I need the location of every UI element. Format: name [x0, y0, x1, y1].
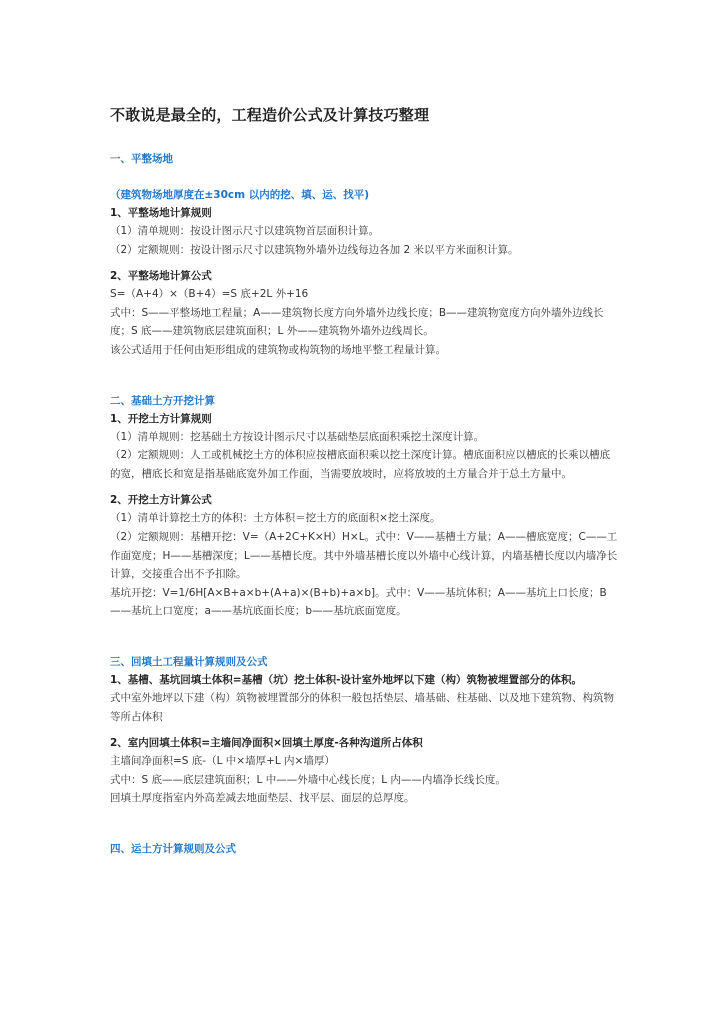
paragraph: 基坑开挖：V=1/6H[A×B+a×b+(A+a)×(B+b)+a×b]。式中：V——基坑体积；A——基坑上口长度；B——基坑上口宽度；a——基坑底面长度；b——基坑底面宽度。: [110, 586, 607, 618]
paragraph: （1）清单规则：按设计图示尺寸以建筑物首层面积计算。: [110, 225, 380, 237]
subheading-2-1: 1、开挖土方计算规则: [110, 412, 212, 425]
formula: S=（A+4）×（B+4）=S 底+2L 外+16: [110, 288, 309, 301]
formula: 主墙间净面积=S 底-（L 中×墙厚+L 内×墙厚）: [110, 755, 335, 768]
subheading-1-1: 1、平整场地计算规则: [110, 207, 212, 219]
section-1-note: （建筑物场地厚度在±30cm 以内的挖、填、运、找平): [110, 189, 370, 201]
paragraph: （2）定额规则：基槽开挖：V=（A+2C+K×H）H×L。式中：V——基槽土方量；A——槽底宽度；C——工作面宽度；H——基槽深度；L——基槽长度。其中外墙基槽长度以外墙中心线计算，内墙基槽长度以内墙净长计算，交接重合出不予扣除。: [110, 530, 618, 581]
paragraph: 回填土厚度指室内外高差减去地面垫层、找平层、面层的总厚度。: [110, 792, 415, 805]
paragraph: （2）定额规则：按设计图示尺寸以建筑物外墙外边线每边各加 2 米以平方米面积计算。: [110, 243, 519, 256]
paragraph: 式中室外地坪以下建（构）筑物被埋置部分的体积一般包括垫层、墙基础、柱基础、以及地下建筑物、构筑物等所占体积: [110, 691, 614, 723]
subheading-3-1: 1、基槽、基坑回填土体积=基槽（坑）挖土体积-设计室外地坪以下建（构）筑物被埋置部分的体积。: [110, 673, 582, 686]
subheading-1-2: 2、平整场地计算公式: [110, 270, 212, 283]
section-heading-4: 四、运土方计算规则及公式: [110, 842, 236, 855]
paragraph: 式中：S——平整场地工程量；A——建筑物长度方向外墙外边线长度；B——建筑物宽度方向外墙外边线长度；S 底——建筑物底层建筑面积；L 外——建筑物外墙外边线周长。: [110, 306, 604, 338]
paragraph: （1）清单计算挖土方的体积：土方体积＝挖土方的底面积×挖土深度。: [110, 512, 441, 525]
paragraph: （2）定额规则：人工或机械挖土方的体积应按槽底面积乘以挖土深度计算。槽底面积应以槽底的长乘以槽底的宽，槽底长和宽是指基础底宽外加工作面，当需要放坡时，应将放坡的土方量合并于总土方量中。: [110, 449, 611, 480]
subheading-2-2: 2、开挖土方计算公式: [110, 494, 212, 507]
paragraph: 该公式适用于任何由矩形组成的建筑物或构筑物的场地平整工程量计算。: [110, 343, 446, 356]
article: [110, 104, 618, 858]
subheading-3-2: 2、室内回填土体积=主墙间净面积×回填土厚度-各种沟道所占体积: [110, 737, 423, 750]
section-heading-3: 三、回填土工程量计算规则及公式: [110, 655, 268, 668]
section-heading-1: 一、平整场地: [110, 153, 173, 165]
paragraph: （1）清单规则：挖基础土方按设计图示尺寸以基础垫层底面积乘挖土深度计算。: [110, 430, 485, 443]
section-heading-2: 二、基础土方开挖计算: [110, 394, 215, 407]
page-title: 不敢说是最全的，工程造价公式及计算技巧整理: [110, 106, 430, 124]
paragraph: 式中：S 底——底层建筑面积；L 中——外墙中心线长度；L 内——内墙净长线长度。: [110, 773, 506, 786]
